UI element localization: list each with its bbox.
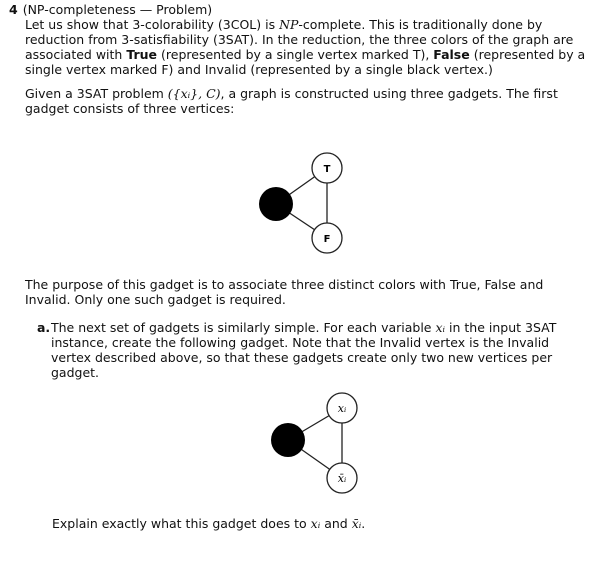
false-vertex-label: F (323, 234, 331, 245)
explain-paragraph (52, 516, 572, 531)
false-keyword: False (433, 47, 470, 62)
intro-paragraph (25, 17, 590, 77)
intro-text-1: Let us show that 3-colorability (3COL) is (25, 17, 280, 32)
given-paragraph (25, 86, 590, 116)
gadget-2-graph (262, 392, 372, 502)
xbar-vertex-label: x̄ᵢ (337, 472, 347, 485)
explain-and: and (320, 516, 352, 531)
true-vertex-label: T (323, 164, 331, 175)
true-keyword: True (126, 47, 158, 62)
intro-text-3: (represented by a single vertex marked T), (157, 47, 434, 62)
problem-title: (NP-completeness — Problem) (22, 2, 213, 17)
invalid-vertex-2 (271, 423, 305, 457)
item-a-label: a. (37, 320, 51, 335)
item-a (37, 320, 582, 380)
explain-end: . (361, 516, 366, 531)
purpose-paragraph: The purpose of this gadget is to associate three distinct colors with True, False and Invalid. Only one such gadget is required. (25, 277, 544, 307)
intro-text-2: -complete. This is traditionally done by reduction from 3-satisfiability (3SAT). In the reduction, the three colors of the graph are associated with (25, 17, 574, 62)
item-a-text (37, 320, 582, 380)
item-a-var: xᵢ (435, 320, 446, 335)
gadget-1-graph (250, 148, 360, 258)
item-a-text-2: in the input 3SAT instance, create the following gadget. Note that the Invalid vertex is the Invalid vertex described above, so that these gadgets create only two new vertices per gadget. (51, 320, 557, 380)
explain-var-2: x̄ᵢ (351, 516, 362, 531)
explain-text-1: Explain exactly what this gadget does to (52, 516, 311, 531)
item-a-text-1: The next set of gadgets is similarly simple. For each variable (51, 320, 436, 335)
given-text-2: , a graph is constructed using three gadgets. The first gadget consists of three vertices: (25, 86, 558, 116)
np-symbol: NP (279, 17, 299, 32)
invalid-vertex (259, 187, 293, 221)
problem-heading (9, 2, 212, 17)
explain-var-1: xᵢ (310, 516, 321, 531)
intro-text-4: (represented by a single vertex marked F) and Invalid (represented by a single black vertex.) (25, 47, 586, 77)
xi-vertex-label: xᵢ (337, 402, 347, 415)
problem-number: 4 (9, 2, 18, 17)
given-text-1: Given a 3SAT problem (25, 86, 168, 101)
given-math: ({xᵢ}, C) (167, 86, 221, 101)
